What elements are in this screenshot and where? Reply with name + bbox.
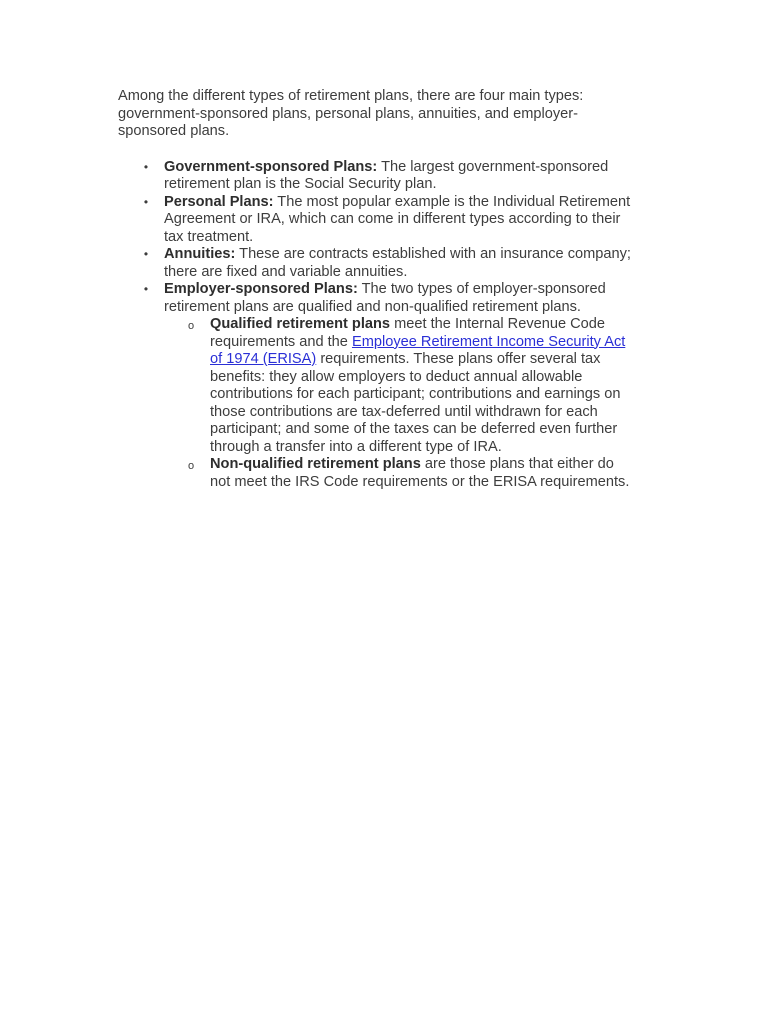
erisa-link[interactable]: Employee Retirement Income Security Act of 1974 (ERISA) [210, 333, 626, 367]
subitem-term: Qualified retirement plans [210, 316, 391, 332]
bullet-icon: • [143, 282, 149, 296]
document-body [118, 88, 638, 491]
item-description: The two types of employer-sponsored retirement plans are qualified and non-qualified retirement plans. [164, 281, 606, 315]
item-term: Personal Plans: [164, 193, 274, 210]
item-term: Employer-sponsored Plans: [164, 281, 358, 297]
sublist-item-qualified-plans [164, 316, 638, 456]
subitem-description: are those plans that either do not meet the IRS Code requirements or the ERISA requirements. [210, 456, 630, 490]
subitem-text-before-link: meet the Internal Revenue Code requirements and the [210, 316, 606, 350]
item-description: The largest government-sponsored retirement plan is the Social Security plan. [164, 158, 609, 192]
item-description: These are contracts established with an insurance company; there are fixed and variable annuities. [164, 246, 631, 280]
circle-bullet-icon: o [187, 460, 195, 472]
list-item-annuities [118, 246, 638, 281]
employer-plan-subtypes-list [164, 316, 638, 491]
bullet-icon: • [143, 247, 149, 261]
circle-bullet-icon: o [187, 320, 195, 332]
retirement-plan-types-list [118, 159, 638, 492]
bullet-icon: • [143, 194, 149, 209]
sublist-item-non-qualified-plans [164, 456, 638, 491]
item-term: Annuities: [164, 246, 236, 262]
subitem-text-after-link: requirements. These plans offer several tax benefits: they allow employers to deduct annual allowable contributions for each participant; contributions and earnings on those contributions are tax-deferred until withdrawn for each participant; and some of the taxes can be deferred even further through a transfer into a different type of IRA. [210, 351, 621, 455]
bullet-icon: • [143, 159, 149, 174]
list-item-employer-plans [118, 281, 638, 491]
intro-paragraph: Among the different types of retirement plans, there are four main types: government-sponsored plans, personal plans, annuities, and employer-sponsored plans. [118, 88, 584, 139]
item-description: The most popular example is the Individual Retirement Agreement or IRA, which can come in different types according to their tax treatment. [164, 193, 631, 245]
list-item-government-plans [118, 159, 638, 194]
subitem-term: Non-qualified retirement plans [210, 456, 421, 472]
item-term: Government-sponsored Plans: [164, 158, 378, 175]
list-item-personal-plans [118, 194, 638, 247]
